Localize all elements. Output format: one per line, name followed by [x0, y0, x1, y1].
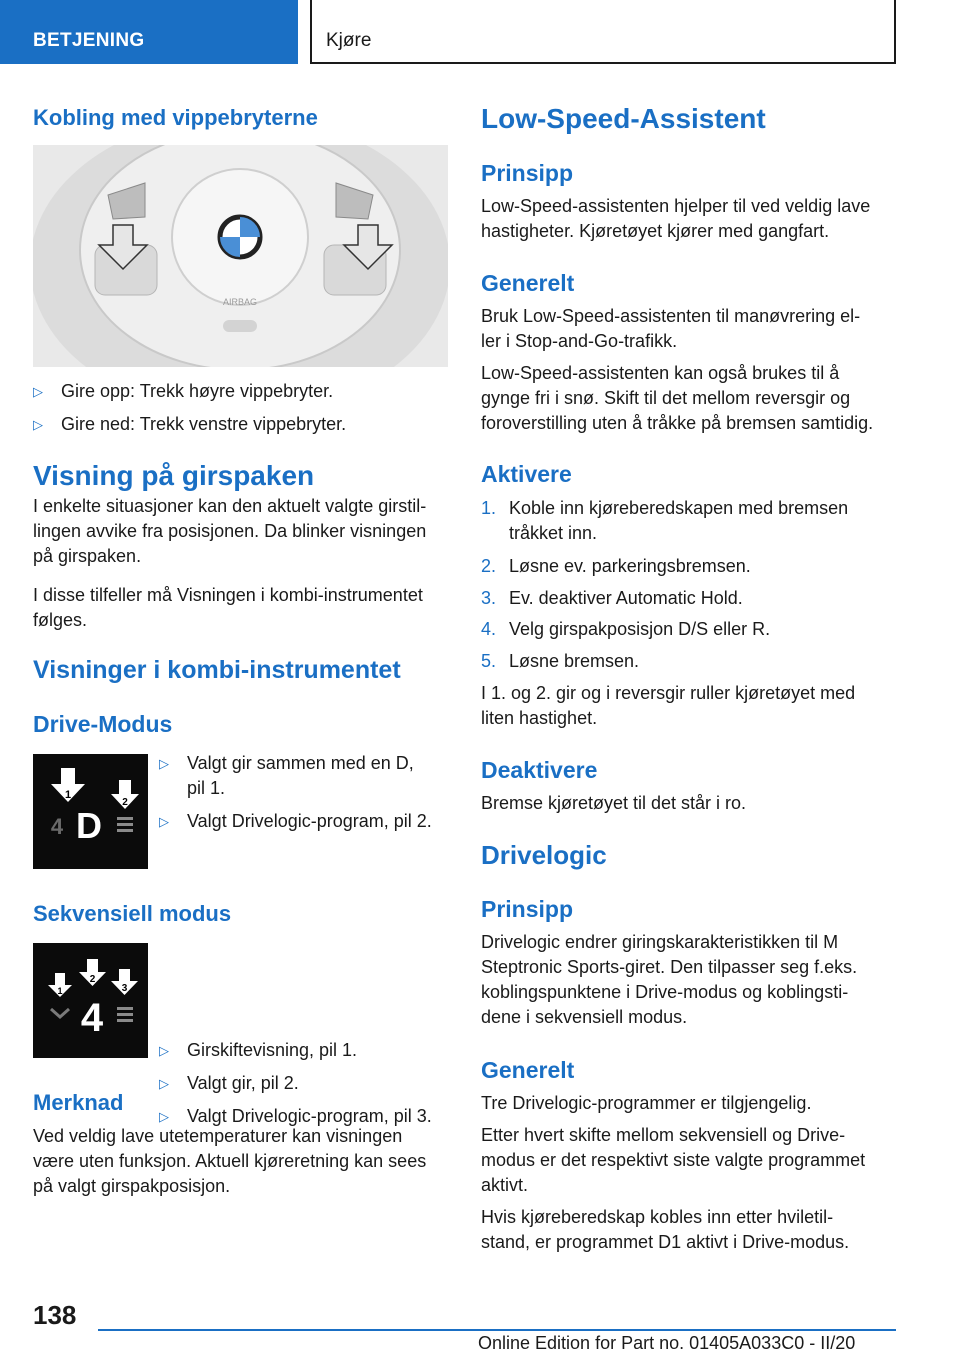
prinsipp2-heading: Prinsipp	[481, 896, 574, 922]
section-tab	[0, 0, 298, 64]
footer-edition: Online Edition for Part no. 01405A033C0 - II/20	[478, 1333, 856, 1353]
section-label: BETJENING	[33, 30, 145, 51]
drive-heading: Drive-Modus	[33, 711, 173, 737]
svg-text:2: 2	[89, 974, 96, 985]
generelt2-paragraph-2: Etter hvert skifte mellom sekvensiell og Drive- modus er det respektivt siste valgte programmet aktivt.	[481, 1125, 866, 1195]
deaktivere-paragraph: Bremse kjøretøyet til det står i ro.	[481, 793, 747, 813]
footer-rule	[98, 1329, 896, 1331]
merknad-paragraph: Ved veldig lave utetemperaturer kan visningen være uten funksjon. Aktuell kjøreretning kan sees på valgt girspakposisjon.	[33, 1126, 427, 1196]
generelt2-paragraph-3: Hvis kjøreberedskap kobles inn etter hviletil- stand, er programmet D1 aktivt i Drive-modus.	[481, 1207, 850, 1252]
steering-wheel-icon	[33, 145, 448, 367]
airbag-label: AIRBAG	[222, 297, 258, 307]
visning-paragraph-2: I disse tilfeller må Visningen i kombi-instrumentet følges.	[33, 585, 423, 630]
page-number: 138	[33, 1300, 77, 1330]
drivelogic-heading: Drivelogic	[481, 840, 607, 870]
svg-text:4: 4	[50, 814, 64, 839]
aktivere-heading: Aktivere	[481, 461, 572, 487]
chapter-tab	[310, 0, 896, 64]
drive-display-icon	[33, 754, 148, 869]
svg-text:3: 3	[121, 983, 128, 994]
aktivere-paragraph: I 1. og 2. gir og i reversgir ruller kjøretøyet med liten hastighet.	[481, 683, 856, 728]
visning-paragraph-1: I enkelte situasjoner kan den aktuelt valgte girstil- lingen avvike fra posisjonen. Da blinker visningen på girspaken.	[33, 496, 427, 566]
triangle-bullet-icon: ▷	[159, 1043, 169, 1058]
triangle-bullet-icon: ▷	[159, 1076, 169, 1091]
svg-text:2: 2	[122, 797, 128, 808]
svg-text:1: 1	[57, 986, 63, 996]
prinsipp1-heading: Prinsipp	[481, 160, 574, 186]
prinsipp2-paragraph: Drivelogic endrer giringskarakteristikken til M Steptronic Sports-giret. Den tilpasser seg f.eks. koblingspunktene i Drive-modus og koblingsti- dene i sekvensiell modus.	[481, 932, 858, 1027]
deaktivere-heading: Deaktivere	[481, 757, 598, 783]
svg-text:D: D	[76, 805, 102, 846]
triangle-bullet-icon: ▷	[159, 756, 169, 771]
generelt1-heading: Generelt	[481, 270, 575, 296]
sekv-heading: Sekvensiell modus	[33, 901, 232, 926]
generelt2-heading: Generelt	[481, 1057, 575, 1083]
chapter-label: Kjøre	[326, 30, 372, 51]
svg-text:4: 4	[80, 996, 104, 1040]
triangle-bullet-icon: ▷	[159, 1109, 169, 1124]
kombi-heading: Visninger i kombi-instrumentet	[33, 656, 401, 684]
generelt1-paragraph-2: Low-Speed-assistenten kan også brukes til å gynge fri i snø. Skift til det mellom reversgir og foroverstilling uten å tråkke på bremsen samtidig.	[481, 363, 874, 433]
svg-text:1: 1	[64, 789, 72, 801]
sequential-display-icon	[33, 943, 148, 1058]
visning-heading: Visning på girspaken	[33, 460, 315, 491]
generelt1-paragraph-1: Bruk Low-Speed-assistenten til manøvrering el- ler i Stop-and-Go-trafikk.	[481, 306, 861, 351]
merknad-heading: Merknad	[33, 1090, 124, 1115]
kobling-heading: Kobling med vippebryterne	[33, 105, 318, 130]
generelt2-paragraph-1: Tre Drivelogic-programmer er tilgjengelig.	[481, 1093, 812, 1113]
triangle-bullet-icon: ▷	[33, 417, 43, 432]
lsa-heading: Low-Speed-Assistent	[481, 103, 766, 134]
drive-mode-display	[33, 754, 148, 869]
steering-wheel-illustration	[33, 145, 448, 367]
triangle-bullet-icon: ▷	[33, 384, 43, 399]
prinsipp1-paragraph: Low-Speed-assistenten hjelper til ved veldig lave hastigheter. Kjøretøyet kjører med gangfart.	[481, 196, 871, 241]
triangle-bullet-icon: ▷	[159, 814, 169, 829]
sequential-mode-display	[33, 943, 148, 1058]
